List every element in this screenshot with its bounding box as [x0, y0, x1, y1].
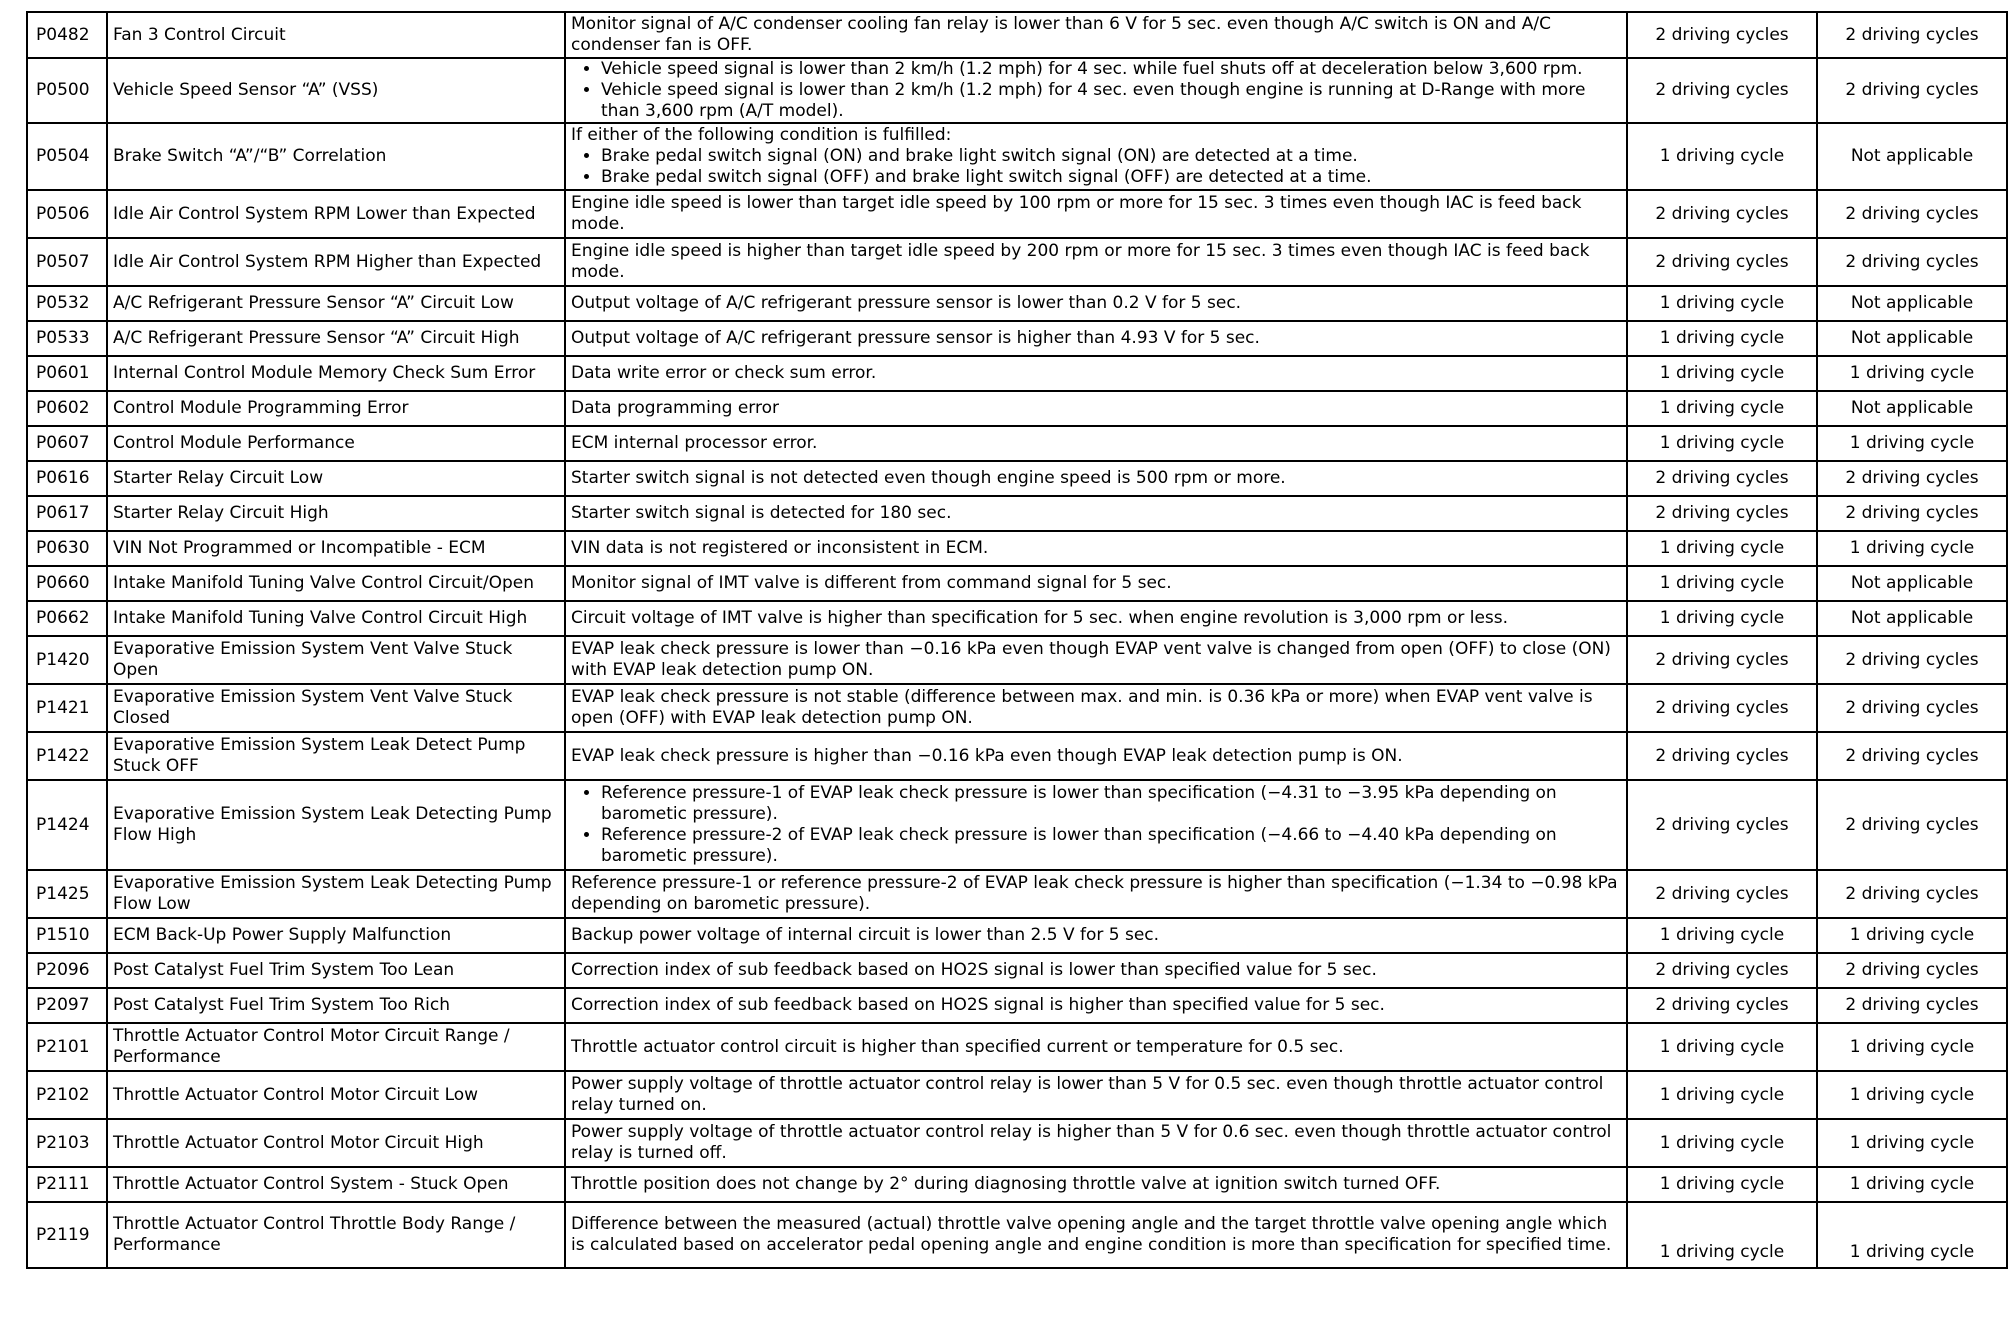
dtc-code: P0500 — [27, 58, 107, 123]
dtc-code: P2102 — [27, 1071, 107, 1119]
table-row — [27, 953, 2007, 988]
dtc-name: Evaporative Emission System Vent Valve Stuck Open — [107, 636, 565, 684]
dtc-name: Post Catalyst Fuel Trim System Too Rich — [107, 988, 565, 1023]
dtc-name: Throttle Actuator Control Motor Circuit Low — [107, 1071, 565, 1119]
condition-text: EVAP leak check pressure is lower than −0.16 kPa even though EVAP vent valve is changed from open (OFF) to close (ON) with EVAP leak detection pump ON. — [571, 639, 1611, 680]
dtc-name: Throttle Actuator Control Motor Circuit Range / Performance — [107, 1023, 565, 1071]
condition-list-item: • Reference pressure-1 of EVAP leak check pressure is lower than specification (−4.31 to −3.95 kPa depending on barometic pressure). — [601, 783, 1621, 825]
dtc-detection-cycle: 2 driving cycles — [1627, 12, 1817, 58]
table-row — [27, 684, 2007, 732]
condition-text: Throttle actuator control circuit is higher than specified current or temperature for 0.5 sec. — [571, 1036, 1344, 1057]
detecting-condition — [565, 531, 1627, 566]
dtc-name: Post Catalyst Fuel Trim System Too Lean — [107, 953, 565, 988]
mil-on-cycle: 1 driving cycle — [1817, 918, 2007, 953]
mil-on-cycle: 2 driving cycles — [1817, 953, 2007, 988]
dtc-detection-cycle: 1 driving cycle — [1627, 321, 1817, 356]
detecting-condition — [565, 321, 1627, 356]
mil-on-cycle: Not applicable — [1817, 566, 2007, 601]
mil-on-cycle: 2 driving cycles — [1817, 780, 2007, 870]
dtc-detection-cycle: 2 driving cycles — [1627, 58, 1817, 123]
table-row — [27, 1119, 2007, 1167]
mil-on-cycle: 2 driving cycles — [1817, 988, 2007, 1023]
detecting-condition — [565, 238, 1627, 286]
detecting-condition — [565, 286, 1627, 321]
dtc-detection-cycle: 2 driving cycles — [1627, 461, 1817, 496]
dtc-detection-cycle: 2 driving cycles — [1627, 684, 1817, 732]
condition-list-item: • Reference pressure-2 of EVAP leak check pressure is lower than specification (−4.66 to −4.40 kPa depending on barometic pressure). — [601, 825, 1621, 867]
condition-text: Circuit voltage of IMT valve is higher than specification for 5 sec. when engine revolution is 3,000 rpm or less. — [571, 608, 1509, 628]
dtc-code: P0504 — [27, 123, 107, 190]
dtc-code: P0532 — [27, 286, 107, 321]
condition-text: Correction index of sub feedback based on HO2S signal is lower than specified value for 5 sec. — [571, 960, 1377, 980]
dtc-code: P1422 — [27, 732, 107, 780]
dtc-code: P2101 — [27, 1023, 107, 1071]
mil-on-cycle: 1 driving cycle — [1817, 1119, 2007, 1167]
detecting-condition — [565, 426, 1627, 461]
table-row — [27, 286, 2007, 321]
dtc-name: Throttle Actuator Control Throttle Body Range / Performance — [107, 1202, 565, 1268]
dtc-code: P2111 — [27, 1167, 107, 1202]
detecting-condition — [565, 732, 1627, 780]
condition-text: Correction index of sub feedback based on HO2S signal is higher than specified value for 5 sec. — [571, 995, 1385, 1015]
dtc-detection-cycle: 1 driving cycle — [1627, 1202, 1817, 1268]
condition-list-item: • Brake pedal switch signal (OFF) and brake light switch signal (OFF) are detected at a time. — [601, 167, 1621, 188]
dtc-detection-cycle: 1 driving cycle — [1627, 566, 1817, 601]
dtc-name: Evaporative Emission System Vent Valve Stuck Closed — [107, 684, 565, 732]
dtc-name: Idle Air Control System RPM Lower than Expected — [107, 190, 565, 238]
table-row — [27, 531, 2007, 566]
table-row — [27, 356, 2007, 391]
dtc-detection-cycle: 2 driving cycles — [1627, 953, 1817, 988]
condition-list — [571, 146, 1621, 188]
dtc-detection-cycle: 1 driving cycle — [1627, 531, 1817, 566]
dtc-code: P1421 — [27, 684, 107, 732]
condition-text: Output voltage of A/C refrigerant pressure sensor is lower than 0.2 V for 5 sec. — [571, 293, 1242, 313]
dtc-name: Fan 3 Control Circuit — [107, 12, 565, 58]
detecting-condition — [565, 461, 1627, 496]
table-row — [27, 566, 2007, 601]
mil-on-cycle: 1 driving cycle — [1817, 1202, 2007, 1268]
condition-text: Engine idle speed is higher than target idle speed by 200 rpm or more for 15 sec. 3 times even though IAC is feed back mode. — [571, 241, 1590, 282]
condition-text: Engine idle speed is lower than target idle speed by 100 rpm or more for 15 sec. 3 times even though IAC is feed back mode. — [571, 193, 1582, 234]
detecting-condition — [565, 12, 1627, 58]
dtc-detection-cycle: 2 driving cycles — [1627, 732, 1817, 780]
mil-on-cycle: 2 driving cycles — [1817, 732, 2007, 780]
table-row — [27, 732, 2007, 780]
detecting-condition — [565, 1119, 1627, 1167]
dtc-detection-cycle: 1 driving cycle — [1627, 356, 1817, 391]
dtc-name: Idle Air Control System RPM Higher than Expected — [107, 238, 565, 286]
dtc-name: Evaporative Emission System Leak Detect Pump Stuck OFF — [107, 732, 565, 780]
mil-on-cycle: 2 driving cycles — [1817, 190, 2007, 238]
detecting-condition — [565, 636, 1627, 684]
detecting-condition — [565, 1167, 1627, 1202]
dtc-detection-cycle: 1 driving cycle — [1627, 1071, 1817, 1119]
condition-text: Starter switch signal is not detected even though engine speed is 500 rpm or more. — [571, 468, 1286, 488]
table-row — [27, 601, 2007, 636]
table-row — [27, 1202, 2007, 1268]
condition-list-item: • Vehicle speed signal is lower than 2 km/h (1.2 mph) for 4 sec. while fuel shuts off at deceleration below 3,600 rpm. — [601, 59, 1621, 80]
dtc-code: P1424 — [27, 780, 107, 870]
condition-text: Throttle position does not change by 2° during diagnosing throttle valve at ignition switch turned OFF. — [571, 1174, 1441, 1194]
dtc-detection-cycle: 2 driving cycles — [1627, 636, 1817, 684]
dtc-detection-cycle: 1 driving cycle — [1627, 123, 1817, 190]
dtc-detection-cycle: 2 driving cycles — [1627, 988, 1817, 1023]
dtc-detection-cycle: 1 driving cycle — [1627, 918, 1817, 953]
dtc-name: ECM Back-Up Power Supply Malfunction — [107, 918, 565, 953]
dtc-code: P0616 — [27, 461, 107, 496]
dtc-code: P0482 — [27, 12, 107, 58]
mil-on-cycle: 2 driving cycles — [1817, 496, 2007, 531]
table-row — [27, 190, 2007, 238]
table-row — [27, 426, 2007, 461]
dtc-code: P0660 — [27, 566, 107, 601]
dtc-detection-cycle: 1 driving cycle — [1627, 286, 1817, 321]
mil-on-cycle: Not applicable — [1817, 321, 2007, 356]
dtc-name: Brake Switch “A”/“B” Correlation — [107, 123, 565, 190]
mil-on-cycle: Not applicable — [1817, 391, 2007, 426]
detecting-condition — [565, 780, 1627, 870]
dtc-code: P1425 — [27, 870, 107, 918]
detecting-condition — [565, 1023, 1627, 1071]
dtc-code: P0602 — [27, 391, 107, 426]
dtc-code: P2096 — [27, 953, 107, 988]
condition-text: Data programming error — [571, 398, 779, 418]
dtc-detection-cycle: 1 driving cycle — [1627, 601, 1817, 636]
dtc-detection-cycle: 1 driving cycle — [1627, 1167, 1817, 1202]
table-row — [27, 496, 2007, 531]
detecting-condition — [565, 566, 1627, 601]
detecting-condition — [565, 1202, 1627, 1268]
mil-on-cycle: 2 driving cycles — [1817, 870, 2007, 918]
dtc-name: Intake Manifold Tuning Valve Control Circuit/Open — [107, 566, 565, 601]
table-row — [27, 988, 2007, 1023]
condition-text: Data write error or check sum error. — [571, 363, 877, 383]
table-row — [27, 461, 2007, 496]
condition-text: Starter switch signal is detected for 180 sec. — [571, 503, 952, 523]
dtc-detection-cycle: 1 driving cycle — [1627, 426, 1817, 461]
mil-on-cycle: 1 driving cycle — [1817, 1071, 2007, 1119]
dtc-detection-cycle: 1 driving cycle — [1627, 1119, 1817, 1167]
dtc-code: P0617 — [27, 496, 107, 531]
table-row — [27, 123, 2007, 190]
table-row — [27, 1167, 2007, 1202]
condition-list-item: • Vehicle speed signal is lower than 2 km/h (1.2 mph) for 4 sec. even though engine is running at D-Range with more than 3,600 rpm (A/T model). — [601, 80, 1621, 122]
condition-text: If either of the following condition is fulfilled: — [571, 125, 952, 145]
condition-text: Output voltage of A/C refrigerant pressure sensor is higher than 4.93 V for 5 sec. — [571, 328, 1260, 348]
dtc-code: P2097 — [27, 988, 107, 1023]
dtc-name: VIN Not Programmed or Incompatible - ECM — [107, 531, 565, 566]
detecting-condition — [565, 58, 1627, 123]
detecting-condition — [565, 123, 1627, 190]
dtc-detection-cycle: 2 driving cycles — [1627, 496, 1817, 531]
mil-on-cycle: 2 driving cycles — [1817, 12, 2007, 58]
dtc-code: P0507 — [27, 238, 107, 286]
detecting-condition — [565, 988, 1627, 1023]
condition-list — [571, 59, 1621, 122]
detecting-condition — [565, 870, 1627, 918]
table-row — [27, 58, 2007, 123]
condition-list-item: • Brake pedal switch signal (ON) and brake light switch signal (ON) are detected at a time. — [601, 146, 1621, 167]
detecting-condition — [565, 684, 1627, 732]
mil-on-cycle: 1 driving cycle — [1817, 531, 2007, 566]
table-row — [27, 12, 2007, 58]
dtc-detection-cycle: 2 driving cycles — [1627, 190, 1817, 238]
mil-on-cycle: 1 driving cycle — [1817, 426, 2007, 461]
mil-on-cycle: 2 driving cycles — [1817, 461, 2007, 496]
dtc-name: Throttle Actuator Control Motor Circuit High — [107, 1119, 565, 1167]
dtc-code: P0607 — [27, 426, 107, 461]
condition-text: EVAP leak check pressure is higher than −0.16 kPa even though EVAP leak detection pump is ON. — [571, 745, 1403, 766]
condition-text: Monitor signal of IMT valve is different from command signal for 5 sec. — [571, 573, 1172, 593]
table-row — [27, 780, 2007, 870]
dtc-detection-cycle: 2 driving cycles — [1627, 780, 1817, 870]
detecting-condition — [565, 1071, 1627, 1119]
table-row — [27, 391, 2007, 426]
condition-text: Power supply voltage of throttle actuator control relay is lower than 5 V for 0.5 sec. even though throttle actuator control relay turned on. — [571, 1074, 1604, 1115]
mil-on-cycle: 1 driving cycle — [1817, 1167, 2007, 1202]
table-row — [27, 321, 2007, 356]
mil-on-cycle: 2 driving cycles — [1817, 636, 2007, 684]
detecting-condition — [565, 953, 1627, 988]
condition-text: VIN data is not registered or inconsistent in ECM. — [571, 538, 989, 558]
dtc-name: Throttle Actuator Control System - Stuck Open — [107, 1167, 565, 1202]
dtc-name: Starter Relay Circuit Low — [107, 461, 565, 496]
dtc-code: P1420 — [27, 636, 107, 684]
condition-text: Reference pressure-1 or reference pressure-2 of EVAP leak check pressure is higher than specification (−1.34 to −0.98 kPa depending on barometic pressure). — [571, 873, 1618, 914]
table-row — [27, 636, 2007, 684]
detecting-condition — [565, 601, 1627, 636]
dtc-code: P2103 — [27, 1119, 107, 1167]
mil-on-cycle: 1 driving cycle — [1817, 356, 2007, 391]
mil-on-cycle: 2 driving cycles — [1817, 238, 2007, 286]
detecting-condition — [565, 190, 1627, 238]
dtc-name: Control Module Programming Error — [107, 391, 565, 426]
dtc-name: Evaporative Emission System Leak Detecting Pump Flow Low — [107, 870, 565, 918]
table-row — [27, 1023, 2007, 1071]
mil-on-cycle: Not applicable — [1817, 601, 2007, 636]
dtc-code: P0662 — [27, 601, 107, 636]
table-row — [27, 918, 2007, 953]
dtc-name: Vehicle Speed Sensor “A” (VSS) — [107, 58, 565, 123]
dtc-code: P0601 — [27, 356, 107, 391]
condition-list — [571, 783, 1621, 867]
table-row — [27, 1071, 2007, 1119]
dtc-table — [26, 11, 2008, 1269]
dtc-code: P0630 — [27, 531, 107, 566]
dtc-name: Internal Control Module Memory Check Sum Error — [107, 356, 565, 391]
condition-text: EVAP leak check pressure is not stable (difference between max. and min. is 0.36 kPa or more) when EVAP vent valve is open (OFF) with EVAP leak detection pump ON. — [571, 687, 1593, 728]
dtc-detection-cycle: 1 driving cycle — [1627, 391, 1817, 426]
table-row — [27, 238, 2007, 286]
dtc-code: P0506 — [27, 190, 107, 238]
dtc-code: P0533 — [27, 321, 107, 356]
dtc-code: P1510 — [27, 918, 107, 953]
dtc-name: Intake Manifold Tuning Valve Control Circuit High — [107, 601, 565, 636]
condition-text: ECM internal processor error. — [571, 433, 818, 453]
detecting-condition — [565, 356, 1627, 391]
table-row — [27, 870, 2007, 918]
dtc-name: A/C Refrigerant Pressure Sensor “A” Circuit High — [107, 321, 565, 356]
condition-text: Backup power voltage of internal circuit is lower than 2.5 V for 5 sec. — [571, 925, 1160, 945]
dtc-name: Control Module Performance — [107, 426, 565, 461]
condition-text: Difference between the measured (actual) throttle valve opening angle and the target throttle valve opening angle which is calculated based on accelerator pedal opening angle and engine condition is more than specification for specified time. — [571, 1214, 1612, 1255]
condition-text: Power supply voltage of throttle actuator control relay is higher than 5 V for 0.6 sec. even though throttle actuator control relay is turned off. — [571, 1122, 1612, 1163]
mil-on-cycle: 2 driving cycles — [1817, 58, 2007, 123]
dtc-code: P2119 — [27, 1202, 107, 1268]
dtc-detection-cycle: 1 driving cycle — [1627, 1023, 1817, 1071]
detecting-condition — [565, 918, 1627, 953]
dtc-name: A/C Refrigerant Pressure Sensor “A” Circuit Low — [107, 286, 565, 321]
condition-text: Monitor signal of A/C condenser cooling fan relay is lower than 6 V for 5 sec. even though A/C switch is ON and A/C condenser fan is OFF. — [571, 14, 1551, 55]
detecting-condition — [565, 496, 1627, 531]
detecting-condition — [565, 391, 1627, 426]
mil-on-cycle: Not applicable — [1817, 286, 2007, 321]
mil-on-cycle: 2 driving cycles — [1817, 684, 2007, 732]
mil-on-cycle: 1 driving cycle — [1817, 1023, 2007, 1071]
dtc-detection-cycle: 2 driving cycles — [1627, 870, 1817, 918]
dtc-name: Starter Relay Circuit High — [107, 496, 565, 531]
dtc-name: Evaporative Emission System Leak Detecting Pump Flow High — [107, 780, 565, 870]
mil-on-cycle: Not applicable — [1817, 123, 2007, 190]
dtc-detection-cycle: 2 driving cycles — [1627, 238, 1817, 286]
dtc-table-body — [27, 12, 2007, 1268]
